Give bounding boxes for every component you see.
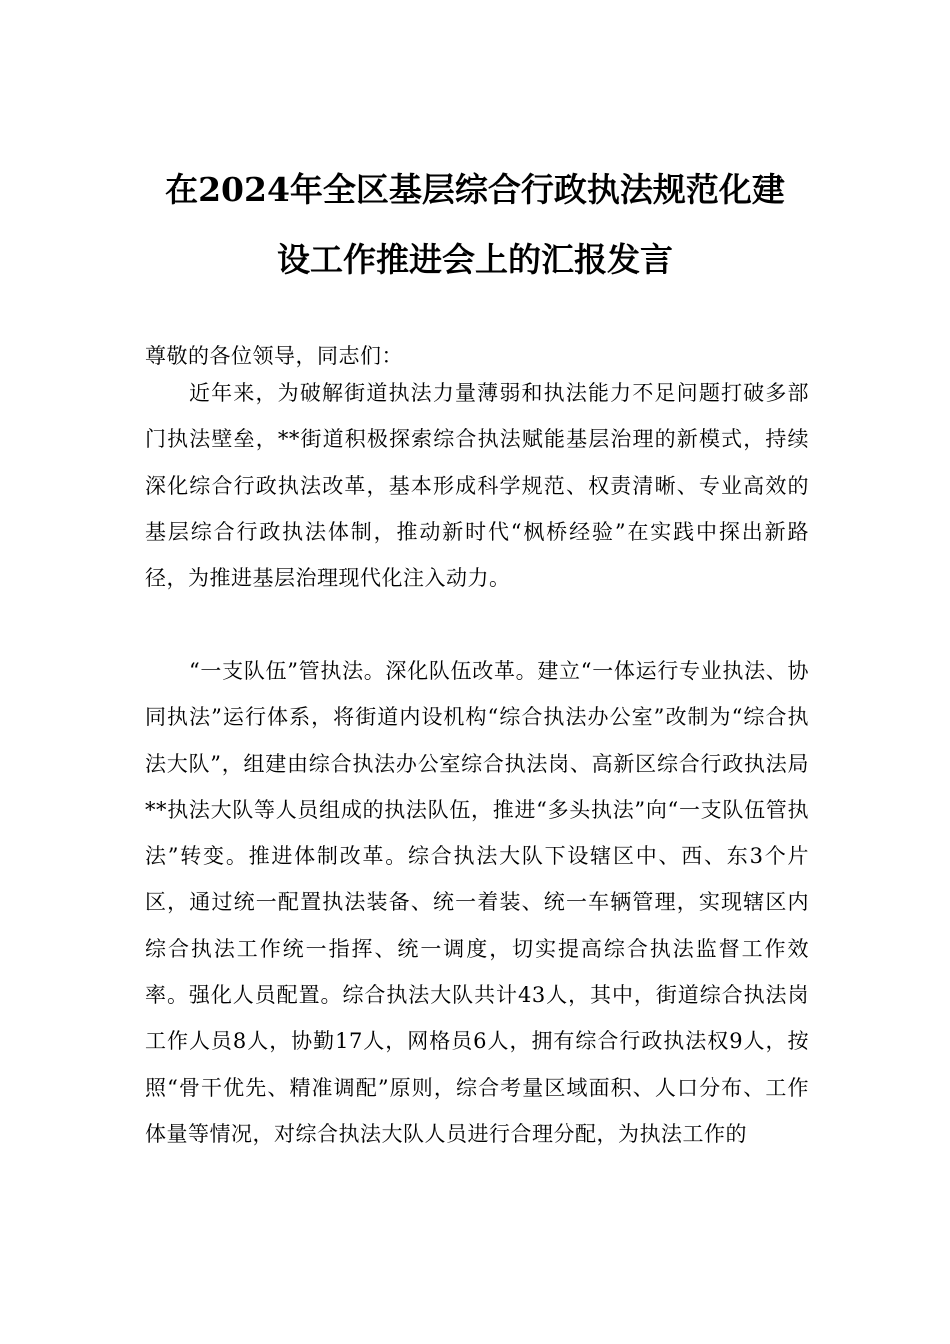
document-title-line-2: 设工作推进会上的汇报发言 [277,240,673,279]
document-title-line-1: 在2024年全区基层综合行政执法规范化建 [165,170,785,209]
paragraph-intro: 近年来，为破解街道执法力量薄弱和执法能力不足问题打破多部门执法壁垒，**街道积极探索综合执法赋能基层治理的新模式，持续深化综合行政执法改革，基本形成科学规范、权责清晰、专业高效的基层综合行政执法体制，推动新时代“枫桥经验”在实践中探出新路径，为推进基层治理现代化注入动力。 [145,381,809,591]
salutation: 尊敬的各位领导，同志们： [145,344,403,368]
paragraph-one-team-enforcement: “一支队伍”管执法。深化队伍改革。建立“一体运行专业执法、协同执法”运行体系，将街道内设机构“综合执法办公室”改制为“综合执法大队”，组建由综合执法办公室综合执法岗、高新区综合行政执法局**执法大队等人员组成的执法队伍，推进“多头执法”向“一支队伍管执法”转变。推进体制改革。综合执法大队下设辖区中、西、东3个片区，通过统一配置执法装备、统一着装、统一车辆管理，实现辖区内综合执法工作统一指挥、统一调度，切实提高综合执法监督工作效率。强化人员配置。综合执法大队共计43人，其中，街道综合执法岗工作人员8人，协勤17人，网格员6人，拥有综合行政执法权9人，按照“骨干优先、精准调配”原则，综合考量区域面积、人口分布、工作体量等情况，对综合执法大队人员进行合理分配，为执法工作的 [145,659,809,1146]
